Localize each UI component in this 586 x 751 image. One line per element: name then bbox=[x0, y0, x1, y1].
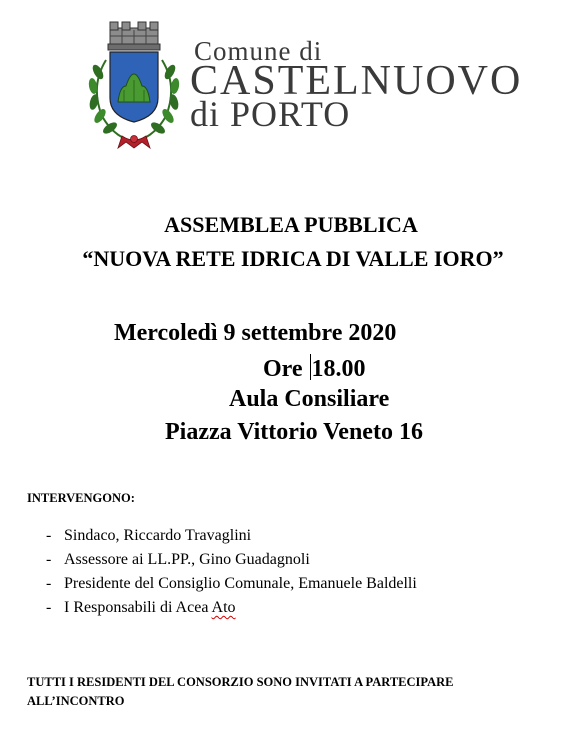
event-time bbox=[263, 354, 366, 381]
document-subtitle: “NUOVA RETE IDRICA DI VALLE IORO” bbox=[82, 246, 504, 271]
dash-bullet: - bbox=[46, 527, 52, 544]
spellcheck-flagged-word: Ato bbox=[211, 599, 236, 616]
event-time-value: 18.00 bbox=[311, 356, 366, 382]
dash-bullet: - bbox=[46, 551, 52, 568]
list-item bbox=[46, 599, 417, 623]
letterhead bbox=[84, 16, 523, 156]
speakers-heading: INTERVENGONO: bbox=[27, 491, 135, 505]
document-title: ASSEMBLEA PUBBLICA bbox=[164, 212, 418, 237]
speaker-text: Presidente del Consiglio Comunale, Emanuele Baldelli bbox=[64, 575, 417, 592]
speaker-text: Sindaco, Riccardo Travaglini bbox=[64, 527, 252, 544]
event-date: Mercoledì 9 settembre 2020 bbox=[114, 320, 397, 346]
comune-label: Comune di bbox=[194, 36, 323, 66]
comune-name-line2: di PORTO bbox=[190, 94, 351, 134]
comune-name-line1: CASTELNUOVO bbox=[190, 58, 523, 104]
event-address: Piazza Vittorio Veneto 16 bbox=[165, 419, 423, 445]
event-time-prefix: Ore bbox=[263, 356, 303, 382]
dash-bullet: - bbox=[46, 599, 52, 616]
list-item bbox=[46, 575, 417, 599]
speaker-text: Assessore ai LL.PP., Gino Guadagnoli bbox=[64, 551, 310, 568]
list-item bbox=[46, 527, 417, 551]
coat-of-arms-icon bbox=[84, 16, 184, 150]
event-venue: Aula Consiliare bbox=[229, 386, 390, 412]
text-cursor bbox=[310, 354, 311, 380]
speakers-list bbox=[46, 527, 417, 623]
dash-bullet: - bbox=[46, 575, 52, 592]
list-item bbox=[46, 551, 417, 575]
speaker-text: I Responsabili di Acea bbox=[64, 599, 209, 616]
footer-notice: TUTTI I RESIDENTI DEL CONSORZIO SONO INVITATI A PARTECIPARE ALL’INCONTRO bbox=[27, 675, 454, 708]
